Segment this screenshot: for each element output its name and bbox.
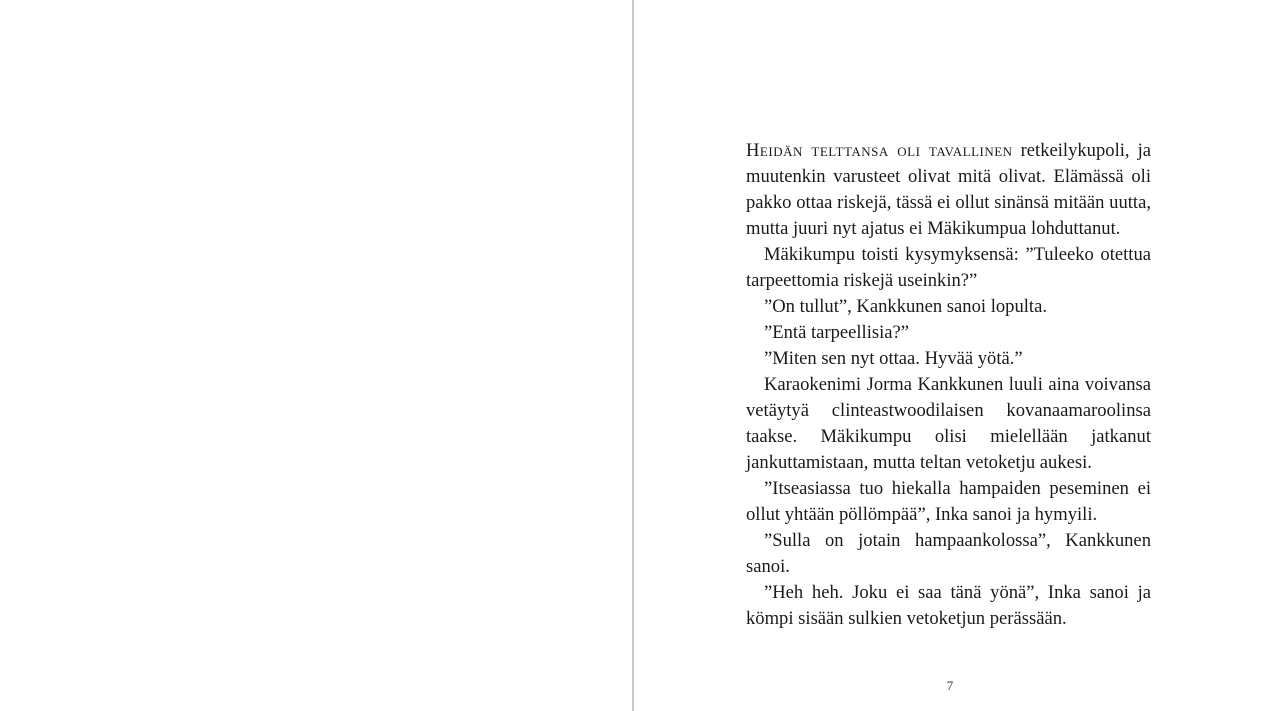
paragraph: Karaokenimi Jorma Kankkunen luuli aina voivansa vetäytyä clinteastwoodilaisen kovanaamaroolinsa taakse. Mäkikumpu olisi mielellään jatkanut jankuttamistaan, mutta teltan vetoketju aukesi.: [746, 374, 1151, 473]
paragraph: ”Entä tarpeellisia?”: [764, 322, 910, 343]
left-page: [0, 0, 632, 711]
paragraph: Mäkikumpu toisti kysymyksensä: ”Tuleeko otettua tarpeettomia riskejä useinkin?”: [746, 244, 1151, 291]
paragraph: ”Heh heh. Joku ei saa tänä yönä”, Inka sanoi ja kömpi sisään sulkien vetoketjun perässään.: [746, 582, 1151, 629]
paragraph: ”On tullut”, Kankkunen sanoi lopulta.: [764, 296, 1047, 317]
body-text: [746, 138, 1151, 632]
paragraph: ”Itseasiassa tuo hiekalla hampaiden peseminen ei ollut yhtään pöllömpää”, Inka sanoi ja hymyili.: [746, 478, 1151, 525]
paragraph-text: retkeilykupoli, ja muutenkin varusteet olivat mitä olivat. Elämässä oli pakko ottaa riskejä, tässä ei ollut sinänsä mitään uutta, mutta juuri nyt ajatus ei Mäkikumpua lohduttanut.: [746, 140, 1151, 239]
right-page: [634, 0, 1266, 711]
page-number: 7: [946, 678, 954, 693]
paragraph: ”Miten sen nyt ottaa. Hyvää yötä.”: [764, 348, 1023, 369]
paragraph: [746, 138, 1151, 242]
paragraph-lead: Heidän telttansa oli tavallinen: [746, 140, 1013, 161]
paragraph: ”Sulla on jotain hampaankolossa”, Kankkunen sanoi.: [746, 530, 1151, 577]
